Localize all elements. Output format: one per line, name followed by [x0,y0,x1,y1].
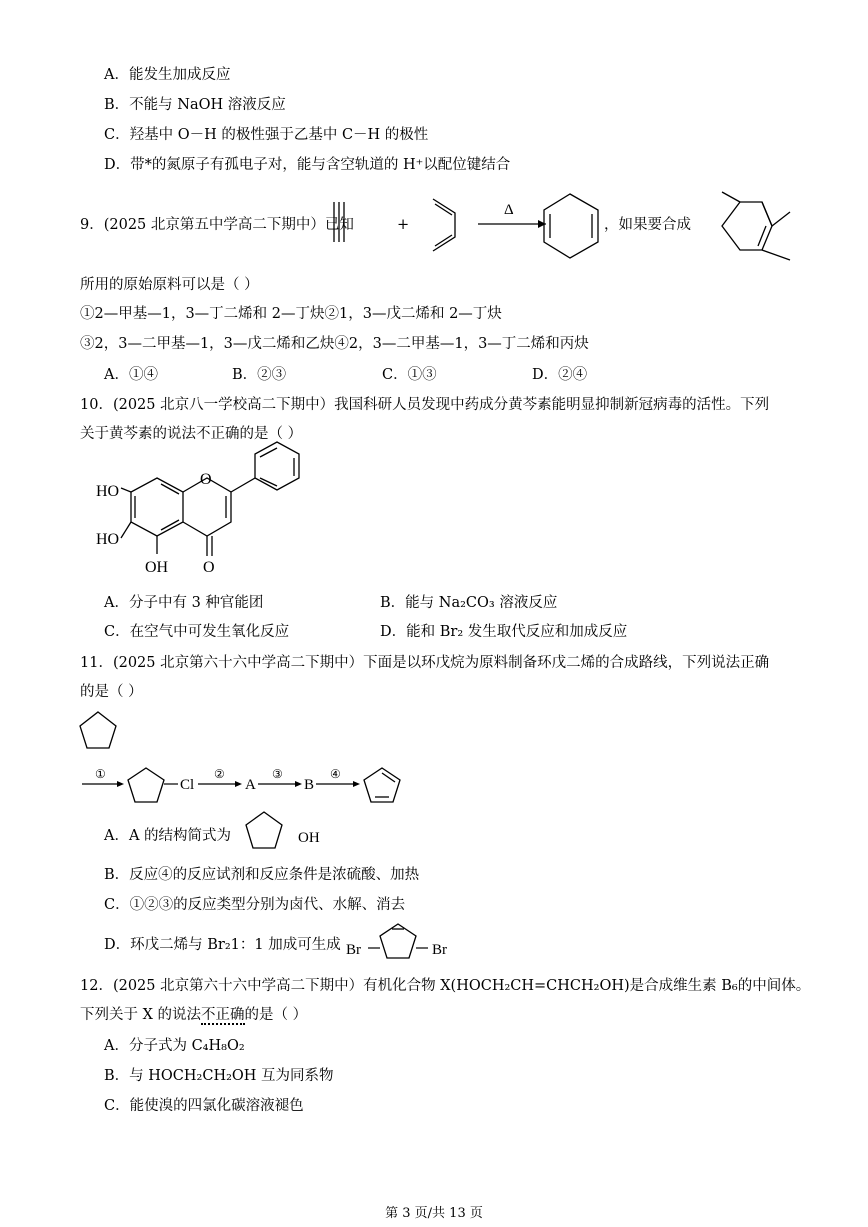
q9-stem-b: ，如果要合成 [604,217,691,233]
emphasis-not-correct: 不正确 [201,1007,245,1023]
alkyne-structure [330,200,350,244]
cyclopentane-structure [76,708,122,754]
q11-option-c: C．①②③的反应类型分别为卤代、水解、消去 [104,897,406,913]
q9-plus: + [397,217,410,233]
q9-stem-c: 所用的原始原料可以是（ ） [80,277,259,293]
br-label-1: Br [346,942,361,958]
q9-option-c: C．①③ [382,367,437,383]
q9-option-b: B．②③ [232,367,287,383]
cyclopentanol-structure [244,808,324,858]
q11-stem-2: 的是（ ） [80,684,143,700]
ho-label-2: HO [96,531,120,548]
delta-label: Δ [504,202,514,218]
cl-label: Cl [180,777,195,793]
q10-option-b: B．能与 Na₂CO₃ 溶液反应 [380,595,558,611]
synthesis-route [80,760,420,810]
intermediate-a-label: A [245,777,256,793]
q11-option-b: B．反应④的反应试剂和反应条件是浓硫酸、加热 [104,867,420,883]
q9-stem-a: 9．(2025 北京第五中学高二下期中）已知 [80,217,354,233]
q10-stem-1: 10．(2025 北京八一学校高二下期中）我国科研人员发现中药成分黄芩素能明显抑制新冠病毒的活性。下列 [80,397,770,413]
step-2-label: ② [214,767,225,781]
q12-stem-2: 下列关于 X 的说法不正确的是（ ） [80,1007,308,1023]
dibromocyclopentene-structure [346,918,466,968]
target-structure [700,188,800,268]
q8-option-a: A．能发生加成反应 [104,67,231,83]
butadiene-structure [425,193,465,257]
step-4-label: ④ [330,767,341,781]
page-footer: 第 3 页/共 13 页 [385,1206,483,1221]
q10-option-a: A．分子中有 3 种官能团 [104,595,264,611]
q12-stem-1: 12．(2025 北京第六十六中学高二下期中）有机化合物 X(HOCH₂CH=CHCH₂OH)是合成维生素 B₆的中间体。 [80,978,811,994]
q11-stem-1: 11．(2025 北京第六十六中学高二下期中）下面是以环戊烷为原料制备环戊二烯的合成路线，下列说法正确 [80,655,770,671]
cyclohexene-structure [538,190,608,262]
q10-option-c: C．在空气中可发生氧化反应 [104,624,290,640]
q9-option-d: D．②④ [532,367,588,383]
q12-option-b: B．与 HOCH₂CH₂OH 互为同系物 [104,1068,334,1084]
q10-stem-2: 关于黄芩素的说法不正确的是（ ） [80,426,303,442]
q9-choice-line-1: ①2—甲基—1，3—丁二烯和 2—丁炔②1，3—戊二烯和 2—丁炔 [80,306,502,322]
oh-group-label: OH [298,830,320,846]
baicalein-structure [95,448,325,578]
q11-option-d: D．环戊二烯与 Br₂1：1 加成可生成 [104,937,341,953]
step-3-label: ③ [272,767,283,781]
q8-option-d: D．带*的氮原子有孤电子对，能与含空轨道的 H⁺以配位键结合 [104,157,511,173]
intermediate-b-label: B [304,777,315,793]
br-label-2: Br [432,942,447,958]
q12-option-c: C．能使溴的四氯化碳溶液褪色 [104,1098,304,1114]
q12-option-a: A．分子式为 C₄H₈O₂ [104,1038,245,1054]
q10-option-d: D．能和 Br₂ 发生取代反应和加成反应 [380,624,628,640]
q8-option-b: B．不能与 NaOH 溶液反应 [104,97,286,113]
ring-o-label: O [200,471,212,488]
oh-label: OH [145,559,169,576]
q9-choice-line-2: ③2，3—二甲基—1，3—戊二烯和乙炔④2，3—二甲基—1，3—丁二烯和丙炔 [80,336,589,352]
q8-option-c: C．羟基中 O－H 的极性强于乙基中 C－H 的极性 [104,127,429,143]
step-1-label: ① [95,767,106,781]
keto-o-label: O [203,559,215,576]
q9-option-a: A．①④ [104,367,158,383]
q11-option-a: A．A 的结构简式为 [104,828,232,844]
ho-label-1: HO [96,483,120,500]
